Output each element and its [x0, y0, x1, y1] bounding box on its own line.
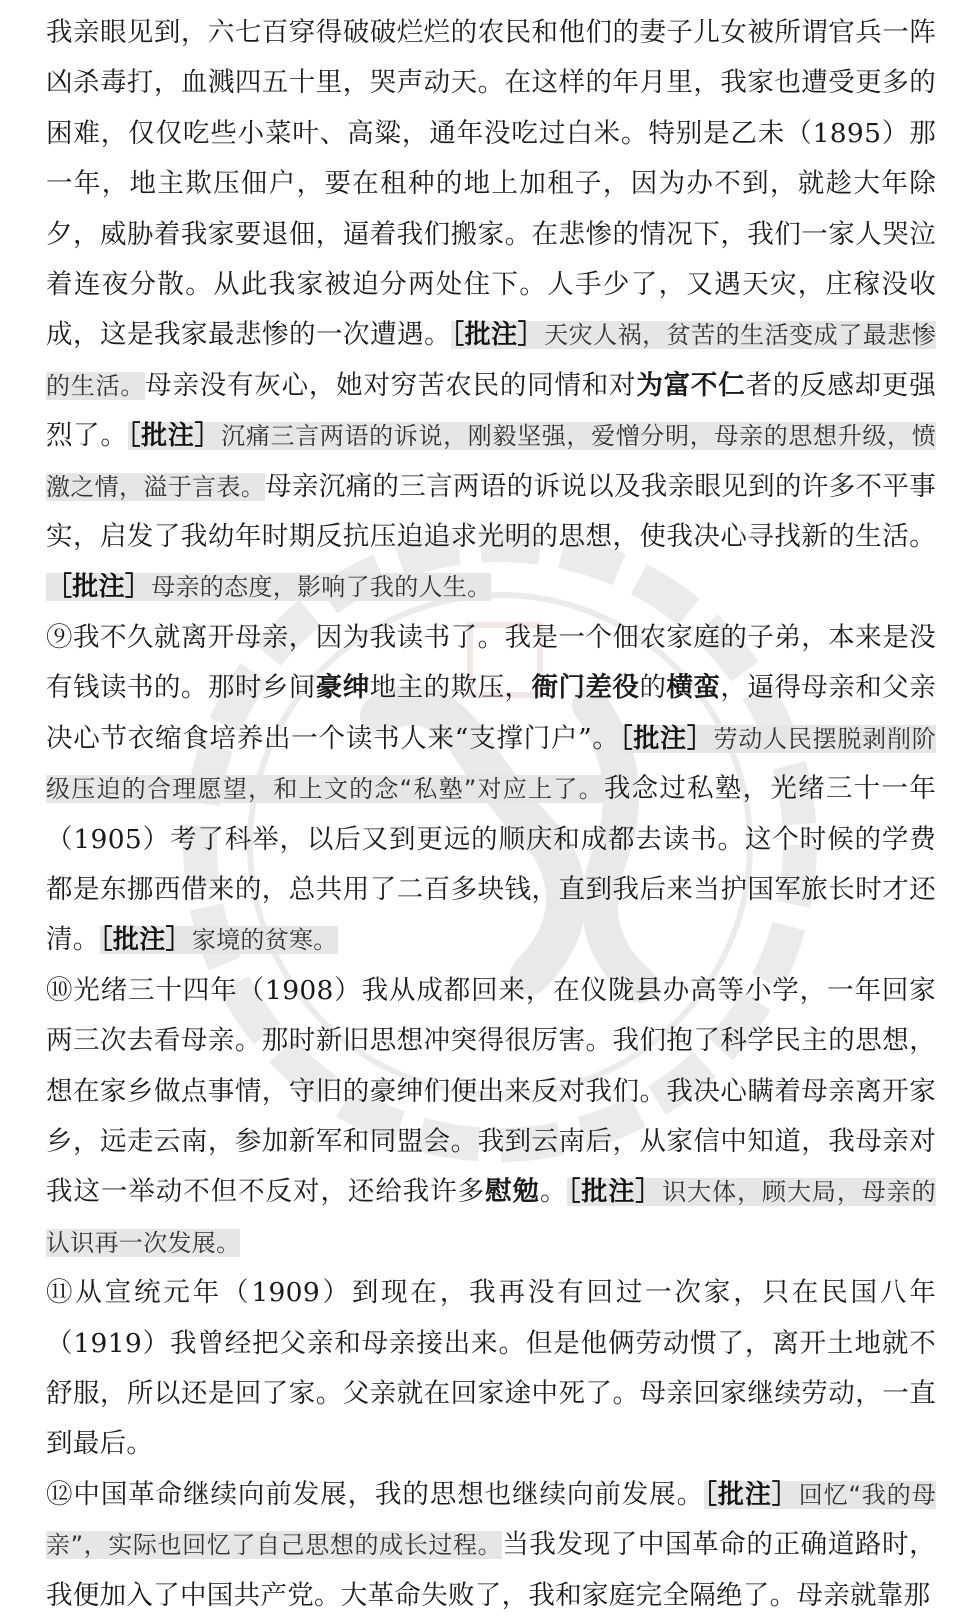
emphasized-text: 慰勉: [485, 1176, 540, 1208]
body-text: 。: [540, 1176, 568, 1208]
body-text: 母亲沉痛的三言两语的诉说以及我亲眼见到的许多不平事实，启发了我幼年时期反抗压迫追求光明的思想，使我决心寻找新的生活。: [46, 470, 937, 553]
annotation-tag: ［批注］: [567, 1177, 663, 1208]
annotation-text: 劳动人民摆脱剥削阶级压迫的合理愿望，和上文的念“私塾”对应上了。: [46, 724, 936, 804]
paragraph: [46, 8, 936, 613]
emphasized-text: 为富不仁: [636, 369, 746, 401]
body-text: 母亲没有灰心，她对穷苦农民的同情和对: [145, 369, 637, 401]
emphasized-text: 豪绅: [315, 672, 370, 704]
annotation-tag: ［批注］: [619, 723, 714, 754]
annotation: [100, 926, 338, 954]
body-text: 地主的欺压，: [369, 672, 532, 704]
paragraph: [46, 1268, 936, 1470]
annotation-text: 家境的贫寒。: [191, 926, 338, 955]
emphasized-text: 横蛮: [666, 672, 721, 704]
body-text: 者的反感却更强烈了。: [46, 369, 937, 452]
annotation-tag: ［批注］: [46, 572, 152, 603]
body-text: 我亲眼见到，六七百穿得破破烂烂的农民和他们的妻子儿女被所谓官兵一阵凶杀毒打，血溅四五十里，哭声动天。在这样的年月里，我家也遭受更多的困难，仅仅吃些小菜叶、高粱，通年没吃过白米。特别是乙未（1895）那一年，地主欺压佃户，要在租种的地上加租子，因为办不到，就趁大年除夕，威胁着我家要退佃，逼着我们搬家。在悲惨的情况下，我们一家人哭泣着连夜分散。从此我家被迫分两处住下。人手少了，又遇天灾，庄稼没收成，这是我家最悲惨的一次遭遇。: [46, 17, 936, 351]
annotation-text: 沉痛三言两语的诉说，刚毅坚强，爱憎分明，母亲的思想升级，愤激之情，溢于言表。: [46, 422, 937, 501]
emphasized-text: 衙门差役: [531, 672, 640, 704]
body-text: ⑩光绪三十四年（1908）我从成都回来，在仪陇县办高等小学，一年回家两三次去看母亲。那时新旧思想冲突得很厉害。我们抱了科学民主的思想，想在家乡做点事情，守旧的豪绅们便出来反对我们。我决心瞒着母亲离开家乡，远走云南，参加新军和同盟会。我到云南后，从家信中知道，我母亲对我这一举动不但不反对，还给我许多: [46, 974, 936, 1208]
annotation-text: 回忆“我的母亲”，实际也回忆了自己思想的成长过程。: [46, 1480, 937, 1560]
body-text: 我念过私塾，光绪三十一年（1905）考了科举，以后又到更远的顺庆和成都去读书。这个时候的学费都是东挪西借来的，总共用了二百多块钱，直到我后来当护国军旅长时才还清。: [46, 773, 936, 956]
annotation-text: 母亲的态度，影响了我的人生。: [151, 573, 492, 602]
paragraph: [46, 966, 936, 1268]
body-text: ⑫中国革命继续向前发展，我的思想也继续向前发展。: [46, 1478, 705, 1510]
annotation-tag: ［批注］: [127, 421, 222, 452]
annotation-text: 天灾人祸，贫苦的生活变成了最悲惨的生活。: [46, 321, 937, 400]
body-text: 的: [639, 672, 667, 704]
body-text: ⑪从宣统元年（1909）到现在，我再没有回过一次家，只在民国八年（1919）我曾经把父亲和母亲接出来。但是他俩劳动惯了，离开土地就不舒服，所以还是回了家。父亲就在回家途中死了。母亲回家继续劳动，一直到最后。: [46, 1277, 936, 1460]
body-text: ，逼得母亲和父亲决心节衣缩食培养出一个读书人来“支撑门户”。: [46, 672, 936, 754]
annotation-tag: ［批注］: [99, 925, 192, 956]
body-text: ⑨我不久就离开母亲，因为我读书了。我是一个佃农家庭的子弟，本来是没有钱读书的。那时乡间: [46, 621, 936, 704]
annotation-text: 识大体，顾大局，母亲的认识再一次发展。: [46, 1178, 936, 1257]
annotation-tag: ［批注］: [451, 320, 545, 351]
paragraph: [46, 613, 936, 966]
annotation-tag: ［批注］: [704, 1479, 799, 1510]
document-body: [46, 8, 936, 1621]
body-text: 当我发现了中国革命的正确道路时，我便加入了中国共产党。大革命失败了，我和家庭完全隔绝了。母亲就靠那: [46, 1529, 936, 1611]
annotation: [46, 573, 491, 601]
paragraph: [46, 1470, 936, 1621]
